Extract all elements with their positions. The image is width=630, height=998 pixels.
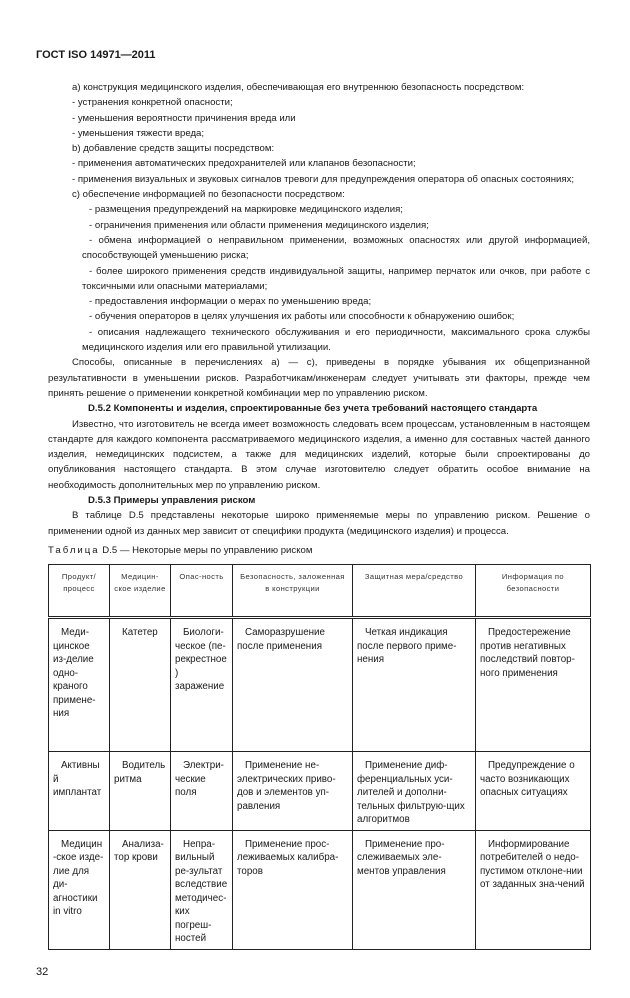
table-cell: Водитель ритма	[110, 752, 171, 831]
paragraph: Известно, что изготовитель не всегда имеет возможность следовать всем процессам, установленным в настоящем стандарте для каждого компонента рассматриваемого медицинского изделия, а именно для составных частей данного изделия, немедицинских подсистем, а также для медицинских изделий, которые были спроектированы до опубликования настоящего стандарта. В этом случае изготовителю следует обратить особое внимание на необходимость дополнительных мер по управлению риском.	[48, 418, 590, 491]
table-header-row	[49, 565, 591, 618]
table-cell: Саморазрушение после применения	[233, 618, 353, 752]
paragraph: - обмена информацией о неправильном применении, возможных опасностях или другой информацией, способствующей уменьшению риска;	[82, 234, 590, 262]
document-header: ГОСТ ISO 14971—2011	[36, 49, 156, 61]
paragraph: - более широкого применения средств индивидуальной защиты, например перчаток или очков, при работе с токсичными или опасными материалами;	[82, 265, 590, 292]
table-cell: Применение про-слеживаемых эле-ментов управления	[353, 830, 476, 949]
paragraph: c) обеспечение информацией по безопасности посредством:	[72, 189, 345, 201]
paragraph: - обучения операторов в целях улучшения их работы или способности к обнаружению ошибок;	[89, 311, 515, 323]
column-header: Защитная мера/средство	[353, 565, 476, 618]
table-cell: Информирование потребителей о недо-пустимом отклоне-нии от заданных зна-чений	[476, 830, 591, 949]
table-cell: Непра-вильный ре-зультат вследствие методичес-ких погреш-ностей	[171, 830, 233, 949]
table-cell: Анализа-тор крови	[110, 830, 171, 949]
table-caption	[48, 543, 590, 558]
table-caption-label: Таблица	[48, 544, 100, 556]
paragraph: - предоставления информации о мерах по уменьшению вреда;	[89, 296, 372, 308]
table-cell: Четкая индикация после первого приме-нения	[353, 618, 476, 752]
table-cell: Меди-цинское из-делие одно-краного примене-ния	[49, 618, 110, 752]
paragraph: a) конструкция медицинского изделия, обеспечивающая его внутреннюю безопасность посредством:	[72, 82, 525, 93]
paragraph: В таблице D.5 представлены некоторые широко применяемые меры по управлению риском. Решение о применении одной из данных мер зависит от специфики продукта (медицинского изделия) и процесса.	[48, 510, 590, 537]
column-header: Информация по безопасности	[476, 565, 591, 618]
table-cell: Биологи-ческое (пе-рекрестное) заражение	[171, 618, 233, 752]
table-cell: Предостережение против негативных последствий повтор-ного применения	[476, 618, 591, 752]
column-header: Медицин-ское изделие	[110, 565, 171, 618]
table-cell: Применение не-электрических приво-дов и элементов уп-равления	[233, 752, 353, 831]
table-row	[49, 830, 591, 949]
column-header: Безопасность, заложенная в конструкции	[233, 565, 353, 618]
paragraph: - ограничения применения или области применения медицинского изделия;	[89, 219, 429, 231]
paragraph: b) добавление средств защиты посредством:	[72, 143, 275, 155]
table-cell: Предупреждение о часто возникающих опасных ситуациях	[476, 752, 591, 831]
paragraph: Способы, описанные в перечислениях а) — с), приведены в порядке убывания их общепризнанной результативности в уменьшении рисков. Разработчикам/инженерам следует учитывать эти факторы, прежде чем принять решение о применении конкретной комбинации мер по управлению риском.	[48, 357, 590, 399]
risk-measures-table	[48, 564, 591, 950]
table-cell: Катетер	[110, 618, 171, 752]
table-cell: Электри-ческие поля	[171, 752, 233, 831]
table-row	[49, 618, 591, 752]
paragraph: - размещения предупреждений на маркировке медицинского изделия;	[89, 204, 403, 216]
paragraph: - устранения конкретной опасности;	[72, 97, 233, 109]
section-heading: D.5.3 Примеры управления риском	[88, 495, 256, 507]
column-header: Опас-ность	[171, 565, 233, 618]
table-cell: Активный имплантат	[49, 752, 110, 831]
section-heading: D.5.2 Компоненты и изделия, спроектированные без учета требований настоящего стандарта	[88, 403, 538, 415]
paragraph: - уменьшения тяжести вреда;	[72, 127, 205, 139]
table-cell: Применение прос-леживаемых калибра-торов	[233, 830, 353, 949]
paragraph: - описания надлежащего технического обслуживания и его периодичности, максимального срока службы медицинского изделия или его правильной утилизации.	[82, 326, 590, 354]
table-caption-text: D.5 — Некоторые меры по управлению риском	[102, 544, 313, 556]
column-header: Продукт/ процесс	[49, 565, 110, 618]
paragraph: - применения визуальных и звуковых сигналов тревоги для предупреждения оператора об опасных состояниях;	[72, 173, 575, 185]
paragraph: - применения автоматических предохранителей или клапанов безопасности;	[72, 158, 416, 170]
page-number: 32	[36, 965, 49, 978]
document-body	[48, 80, 590, 558]
table-cell: Медицин-ское изде-лие для ди-агностики in vitro	[49, 830, 110, 949]
document-content	[36, 0, 590, 998]
table-cell: Применение диф-ференциальных уси-лителей и дополни-тельных фильтрую-щих алгоритмов	[353, 752, 476, 831]
table-row	[49, 752, 591, 831]
paragraph: - уменьшения вероятности причинения вреда или	[72, 112, 296, 124]
